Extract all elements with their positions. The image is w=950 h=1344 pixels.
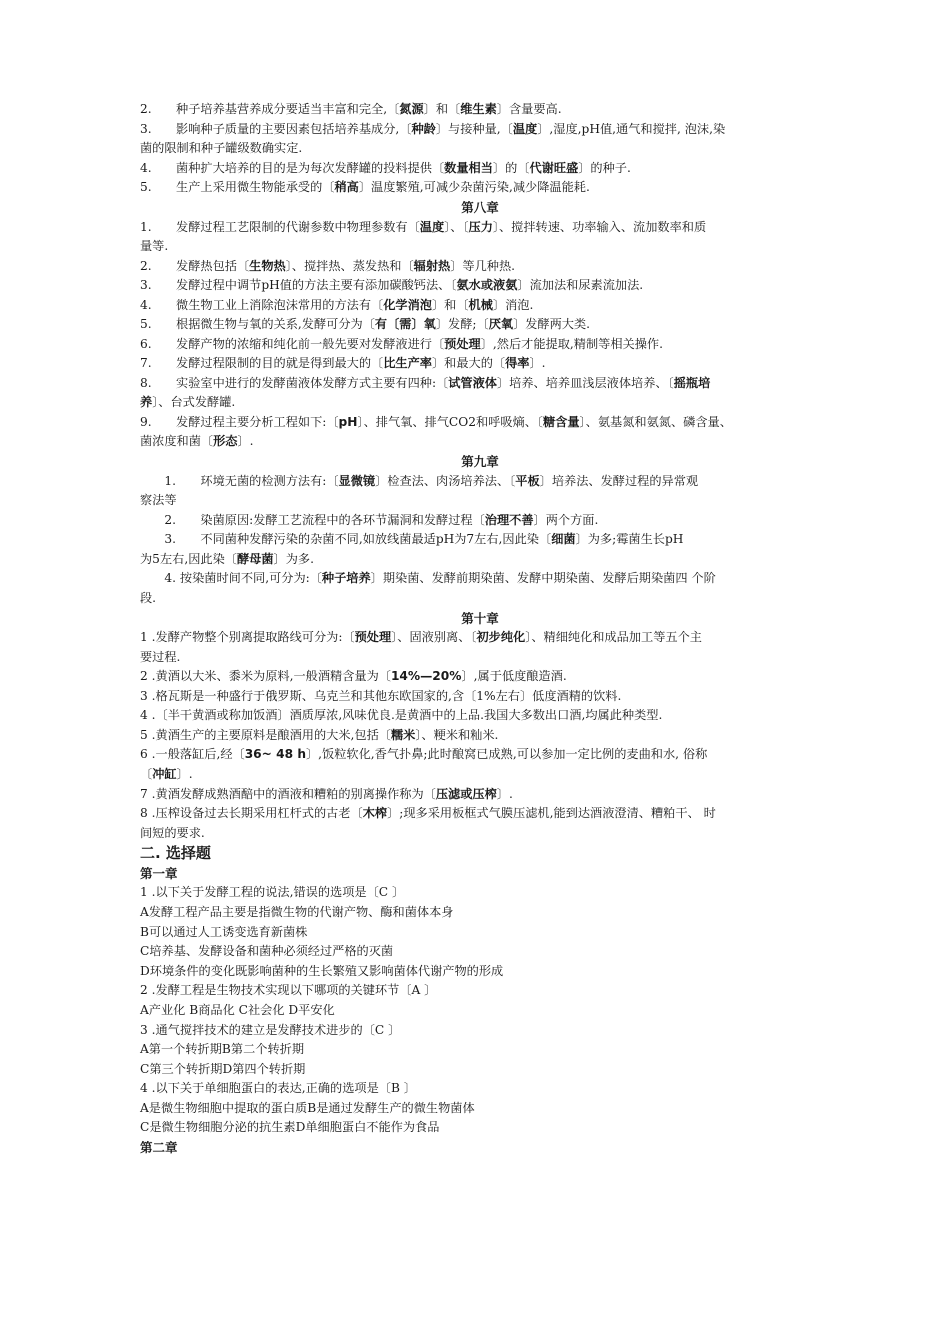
answer-text: 厌氧 — [488, 317, 514, 331]
line-text: 〕,然后才能提取,精制等相关操作. — [480, 337, 663, 351]
line-text: A是微生物细胞中提取的蛋白质B是通过发酵生产的微生物菌体 — [140, 1101, 475, 1115]
text-line — [140, 432, 254, 451]
line-text: C第三个转折期D第四个转折期 — [140, 1062, 306, 1076]
line-text: 第八章 — [461, 200, 499, 215]
answer-text: 糯米 — [390, 728, 416, 742]
answer-text: 氮源 — [399, 102, 424, 116]
line-text: 6. 发酵产物的浓缩和纯化前一般先要对发酵液进行〔 — [140, 337, 445, 351]
answer-text: 治理不善 — [484, 513, 534, 527]
text-line — [140, 765, 193, 784]
line-text: 6 .一般落缸后,经〔 — [140, 747, 245, 761]
line-text: 2 .发酵工程是生物技术实现以下哪项的关键环节〔A 〕 — [140, 983, 437, 997]
answer-text: 平板 — [515, 474, 540, 488]
answer-text: 比生产率 — [383, 356, 432, 370]
line-text: 4. 微生物工业上消除泡沫常用的方法有〔 — [140, 298, 384, 312]
line-text: 〕、搅拌热、蒸发热和〔 — [285, 259, 414, 273]
section-heading — [140, 609, 820, 628]
line-text: 段. — [140, 591, 157, 605]
line-text: 4 .以下关于单细胞蛋白的表达,正确的选项是〔B 〕 — [140, 1081, 416, 1095]
text-line — [140, 726, 498, 745]
text-line — [140, 491, 177, 510]
line-text: 〕;现多采用板框式气膜压滤机,能到达酒液澄清、糟粕干、 时 — [387, 806, 716, 820]
line-text: 2. 发酵热包括〔 — [140, 259, 250, 273]
line-text: 8 .压榨设备过去长期采用杠杆式的古老〔 — [140, 806, 363, 820]
line-text: 8. 实验室中进行的发酵菌液体发酵方式主要有四种:〔 — [140, 376, 449, 390]
text-line — [140, 472, 698, 491]
answer-text: 数量相当 — [444, 161, 493, 175]
answer-text: pH — [338, 415, 358, 429]
line-text: 〕发酵;〔 — [435, 317, 489, 331]
text-line — [140, 981, 436, 1000]
answer-text: 细菌 — [551, 532, 576, 546]
answer-text: 机械 — [468, 298, 493, 312]
line-text: 5. 生产上采用微生物能承受的〔 — [140, 180, 335, 194]
line-text: 量等. — [140, 239, 169, 253]
line-text: 第九章 — [461, 454, 499, 469]
answer-text: 预处理 — [354, 630, 392, 644]
answer-text: 酵母菌 — [236, 552, 274, 566]
line-text: 〕、〔 — [444, 220, 469, 234]
answer-text: 温度 — [512, 122, 538, 136]
answer-text: 显微镜 — [338, 474, 376, 488]
text-line — [140, 667, 567, 686]
line-text: 察法等 — [140, 493, 177, 507]
line-text: 〕培养法、发酵过程的异常观 — [539, 474, 699, 488]
answer-text: 预处理 — [444, 337, 481, 351]
line-text: 9. 发酵过程主要分析工程如下:〔 — [140, 415, 339, 429]
line-text: 3. 影响种子质量的主要因素包括培养基成分,〔 — [140, 122, 412, 136]
line-text: 要过程. — [140, 650, 181, 664]
text-line — [140, 335, 663, 354]
text-line — [140, 1040, 304, 1059]
text-line — [140, 1079, 416, 1098]
text-line — [140, 257, 515, 276]
text-line — [140, 687, 621, 706]
line-text: 〕的种子. — [578, 161, 631, 175]
line-text: 二. 选择题 — [140, 844, 211, 862]
line-text: 〕、精细纯化和成品加工等五个主 — [525, 630, 702, 644]
text-line — [140, 824, 205, 843]
text-line — [140, 511, 598, 530]
line-text: C是微生物细胞分泌的抗生素D单细胞蛋白不能作为食品 — [140, 1120, 440, 1134]
line-text: 4. 菌种扩大培养的目的是为每次发酵罐的投料提供〔 — [140, 161, 445, 175]
line-text: 2. 染菌原因:发酵工艺流程中的各环节漏洞和发酵过程〔 — [140, 513, 485, 527]
line-text: 〕和〔 — [431, 298, 469, 312]
answer-text: 14%—20% — [390, 669, 462, 683]
line-text: 7. 发酵过程限制的目的就是得到最大的〔 — [140, 356, 384, 370]
text-line — [140, 569, 716, 588]
text-line — [140, 589, 156, 608]
line-text: 〕等几种热. — [450, 259, 516, 273]
answer-text: 代谢旺盛 — [529, 161, 579, 175]
answer-text: 有〔需〕氧 — [374, 317, 436, 331]
section-heading — [140, 844, 211, 863]
line-text: 3. 不同菌种发酵污染的杂菌不同,如放线菌最适pH为7左右,因此染〔 — [140, 532, 552, 546]
text-line — [140, 942, 393, 961]
text-line — [140, 883, 404, 902]
line-text: 〕和〔 — [423, 102, 461, 116]
text-line — [140, 374, 710, 393]
text-line — [140, 296, 533, 315]
text-line — [140, 1099, 475, 1118]
section-heading — [140, 864, 178, 883]
text-line — [140, 530, 683, 549]
line-text: 〕、台式发酵罐. — [152, 395, 236, 409]
line-text: 间短的要求. — [140, 826, 205, 840]
text-line — [140, 354, 546, 373]
text-line — [140, 139, 302, 158]
answer-text: 生物热 — [249, 259, 286, 273]
answer-text: 36~ 48 h — [244, 747, 306, 761]
line-text: 第十章 — [461, 611, 499, 626]
line-text: 〕为多;霉菌生长pH — [575, 532, 684, 546]
line-text: 〕、固液别离、〔 — [391, 630, 477, 644]
line-text: B可以通过人工诱变选育新菌株 — [140, 925, 308, 939]
answer-text: 氨水或液氨 — [456, 278, 518, 292]
line-text: 〕发酵两大类. — [513, 317, 591, 331]
line-text: 2. 种子培养基营养成分要适当丰富和完全,〔 — [140, 102, 400, 116]
line-text: 〕. — [529, 356, 546, 370]
line-text: 〕期染菌、发酵前期染菌、发酵中期染菌、发酵后期染菌四 个阶 — [370, 571, 716, 585]
line-text: A产业化 B商品化 C社会化 D平安化 — [140, 1003, 335, 1017]
text-line — [140, 1060, 305, 1079]
line-text: 〕的〔 — [492, 161, 530, 175]
line-text: 〕和最大的〔 — [431, 356, 506, 370]
line-text: 1 .发酵产物整个别离提取路线可分为:〔 — [140, 630, 355, 644]
text-line — [140, 178, 590, 197]
line-text: 菌浓度和菌〔 — [140, 434, 214, 448]
line-text: 菌的限制和种子罐级数确实定. — [140, 141, 303, 155]
text-line — [140, 100, 562, 119]
line-text: 3 .格瓦斯是一种盛行于俄罗斯、乌克兰和其他东欧国家的,含〔1%左右〕低度酒精的饮料. — [140, 689, 622, 703]
answer-text: 冲缸 — [152, 767, 177, 781]
answer-text: 得率 — [505, 356, 530, 370]
answer-text: 试管液体 — [448, 376, 497, 390]
line-text: 4. 按染菌时间不同,可分为:〔 — [140, 571, 322, 585]
line-text: C培养基、发酵设备和菌种必须经过严格的灭菌 — [140, 944, 394, 958]
line-text: 〔 — [140, 767, 153, 781]
line-text: D环境条件的变化既影响菌种的生长繁殖又影响菌体代谢产物的形成 — [140, 964, 504, 978]
line-text: 〕. — [176, 767, 193, 781]
answer-text: 养 — [140, 395, 153, 409]
line-text: 〕检查法、肉汤培养法、〔 — [375, 474, 516, 488]
answer-text: 木榨 — [362, 806, 388, 820]
line-text: 〕流加法和尿素流加法. — [517, 278, 644, 292]
answer-text: 种龄 — [411, 122, 436, 136]
line-text: 〕含量要高. — [496, 102, 562, 116]
line-text: 4 .〔半干黄酒或称加饭酒〕酒质厚浓,风味优良.是黄酒中的上品.我国大多数出口酒,均属此种类型. — [140, 708, 663, 722]
text-line — [140, 923, 307, 942]
line-text: 〕. — [496, 787, 513, 801]
line-text: 2 .黄酒以大米、黍米为原料,一般酒精含量为〔 — [140, 669, 391, 683]
section-heading — [140, 198, 820, 217]
answer-text: 糖含量 — [542, 415, 580, 429]
text-line — [140, 804, 716, 823]
text-line — [140, 393, 235, 412]
text-line — [140, 276, 643, 295]
answer-text: 压滤或压榨 — [435, 787, 497, 801]
line-text: 3 .通气搅拌技术的建立是发酵技术进步的〔C 〕 — [140, 1023, 401, 1037]
text-line — [140, 1021, 400, 1040]
line-text: 〕,饭粒软化,香气扑鼻;此时酿窝已成熟,可以参加一定比例的麦曲和水, 俗称 — [306, 747, 708, 761]
answer-text: 压力 — [468, 220, 493, 234]
line-text: 3. 发酵过程中调节pH值的方法主要有添加碳酸钙法、〔 — [140, 278, 457, 292]
line-text: 〕. — [237, 434, 254, 448]
line-text: 〕、氨基氮和氨氮、磷含量、 — [579, 415, 732, 429]
line-text: 〕、排气氧、排气CO2和呼吸熵、〔 — [357, 415, 543, 429]
line-text: 〕培养、培养皿浅层液体培养、〔 — [496, 376, 674, 390]
answer-text: 温度 — [419, 220, 445, 234]
text-line — [140, 1118, 439, 1137]
text-line — [140, 628, 702, 647]
answer-text: 形态 — [213, 434, 238, 448]
text-line — [140, 785, 513, 804]
line-text: 〕与接种量,〔 — [435, 122, 513, 136]
text-line — [140, 1001, 335, 1020]
line-text: 〕,湿度,pH值,通气和搅拌, 泡沫,染 — [537, 122, 726, 136]
answer-text: 化学消泡 — [383, 298, 432, 312]
line-text: 〕两个方面. — [533, 513, 599, 527]
text-line — [140, 159, 631, 178]
line-text: 〕消泡. — [492, 298, 534, 312]
answer-text: 稍高 — [334, 180, 359, 194]
text-line — [140, 550, 314, 569]
text-line — [140, 218, 706, 237]
line-text: 〕、粳米和籼米. — [415, 728, 499, 742]
text-line — [140, 648, 180, 667]
line-text: 第二章 — [140, 1140, 178, 1155]
line-text: 7 .黄酒发酵成熟酒醅中的酒液和糟粕的别离操作称为〔 — [140, 787, 436, 801]
line-text: 为5左右,因此染〔 — [140, 552, 237, 566]
text-line — [140, 706, 662, 725]
text-line — [140, 120, 725, 139]
line-text: A发酵工程产品主要是指微生物的代谢产物、酶和菌体本身 — [140, 905, 454, 919]
line-text: 5. 根据微生物与氧的关系,发酵可分为〔 — [140, 317, 375, 331]
line-text: 1 .以下关于发酵工程的说法,错误的选项是〔C 〕 — [140, 885, 405, 899]
line-text: 〕,属于低度酿造酒. — [461, 669, 567, 683]
line-text: 〕温度繁殖,可减少杂菌污染,减少降温能耗. — [358, 180, 590, 194]
text-line — [140, 315, 590, 334]
line-text: 5 .黄酒生产的主要原料是酿酒用的大米,包括〔 — [140, 728, 391, 742]
answer-text: 维生素 — [460, 102, 497, 116]
line-text: 第一章 — [140, 866, 178, 881]
text-line — [140, 962, 503, 981]
answer-text: 种子培养 — [321, 571, 371, 585]
text-line — [140, 745, 707, 764]
text-line — [140, 237, 168, 256]
text-line — [140, 903, 454, 922]
line-text: 〕为多. — [273, 552, 314, 566]
answer-text: 摇瓶培 — [673, 376, 711, 390]
line-text: 〕、搅拌转速、功率输入、流加数率和质 — [492, 220, 707, 234]
text-line — [140, 413, 732, 432]
line-text: A第一个转折期B第二个转折期 — [140, 1042, 305, 1056]
line-text: 1. 环境无菌的检测方法有:〔 — [140, 474, 339, 488]
line-text: 1. 发酵过程工艺限制的代谢参数中物理参数有〔 — [140, 220, 420, 234]
section-heading — [140, 452, 820, 471]
answer-text: 辐射热 — [413, 259, 451, 273]
section-heading — [140, 1138, 178, 1157]
answer-text: 初步纯化 — [476, 630, 526, 644]
